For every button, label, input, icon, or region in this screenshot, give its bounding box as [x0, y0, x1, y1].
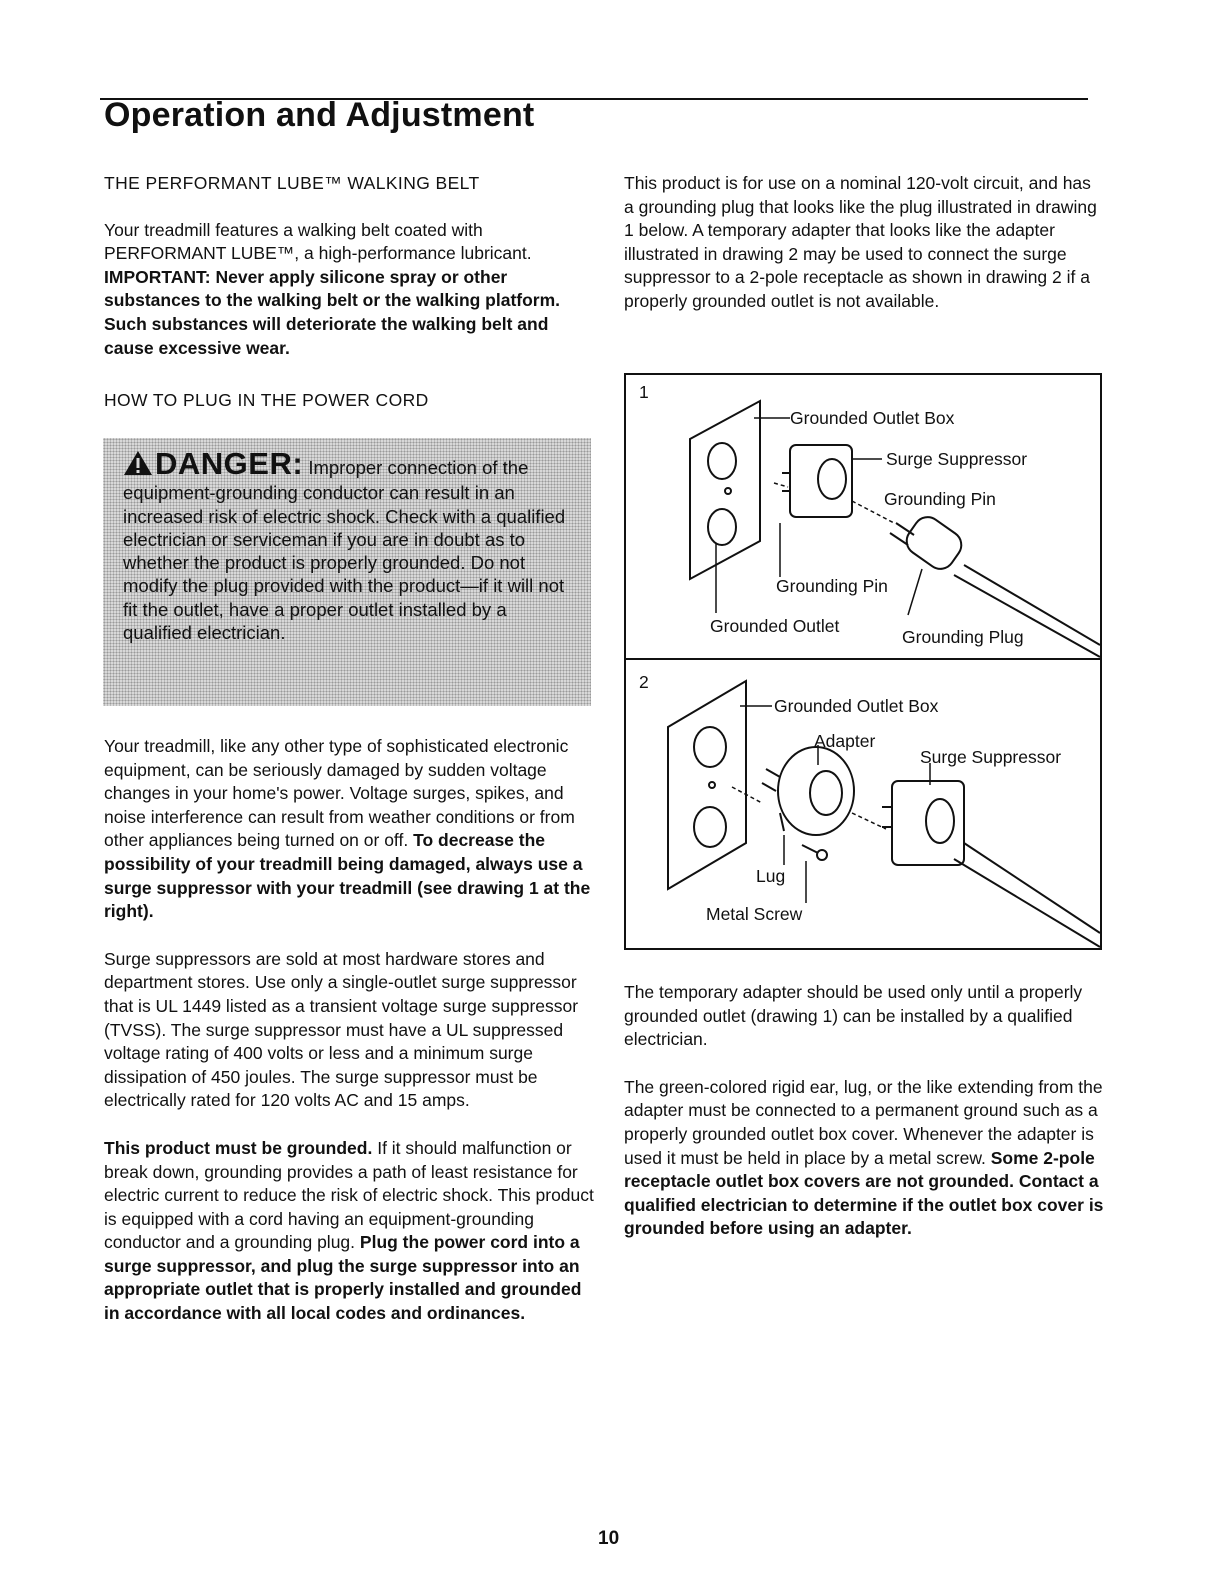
d1-grounded-outlet-box-label: Grounded Outlet Box	[790, 408, 955, 428]
d2-metal-screw-label: Metal Screw	[706, 904, 803, 924]
intro-text: This product is for use on a nominal 120-volt circuit, and has a grounding plug that looks like the plug illustrated in drawing 1 below. A temporary adapter that looks like the adapter illustrated in drawing 2 may be used to connect the surge suppressor to a 2-pole receptacle as shown in drawing 2 if a properly grounded outlet is not available.	[624, 173, 1097, 311]
belt-heading: THE PERFORMANT LUBE™ WALKING BELT	[104, 173, 480, 193]
adapter-text: The temporary adapter should be used only until a properly grounded outlet (drawing 1) can be installed by a qualified electrician.	[624, 982, 1083, 1050]
d1-grounded-outlet-label: Grounded Outlet	[710, 616, 840, 636]
danger-message	[123, 446, 573, 644]
figure-frame	[625, 374, 1101, 949]
drawing-2-number: 2	[639, 672, 649, 692]
suppressor-text: Surge suppressors are sold at most hardware stores and department stores. Use only a single-outlet surge suppressor that is UL 1449 listed as a transient voltage surge suppressor (TVSS). The surge suppressor must have a UL suppressed voltage rating of 400 volts or less and a minimum surge dissipation of 450 joules. The surge suppressor must be electrically rated for 120 volts AC and 15 amps.	[104, 948, 579, 1111]
d2-lug-label: Lug	[756, 866, 786, 886]
ground-bold: This product must be grounded.	[104, 1137, 373, 1158]
drawing-2-outlet-plate	[668, 681, 746, 889]
drawing-1-outlet-plate	[690, 401, 760, 579]
warning-triangle-icon	[123, 450, 153, 481]
ground-text: If it should malfunction or break down, grounding provides a path of least resistance for electric current to reduce the risk of electric shock. This product is equipped with a cord having an equipment-grounding conductor and a grounding plug.	[104, 1137, 594, 1253]
d1-grounding-pin-top-label: Grounding Pin	[884, 489, 996, 509]
surge-text: Your treadmill, like any other type of sophisticated electronic equipment, can be seriously damaged by sudden voltage changes in your home's power. Voltage surges, spikes, and noise interference can result from weather conditions or from other appliances being turned on or off.	[104, 736, 575, 851]
belt-important: IMPORTANT: Never apply silicone spray or other substances to the walking belt or the walking platform. Such substances will deteriorate the walking belt and cause excessive wear.	[104, 266, 561, 358]
ear-text: The green-colored rigid ear, lug, or the like extending from the adapter must be connected to a permanent ground such as a properly grounded outlet box cover. Whenever the adapter is used it must be held in place by a metal screw.	[624, 1076, 1103, 1168]
danger-word: DANGER:	[155, 446, 304, 481]
d1-grounding-plug-label: Grounding Plug	[902, 627, 1024, 647]
page-title: Operation and Adjustment	[104, 96, 535, 134]
surge-bold: To decrease the possibility of your treadmill being damaged, always use a surge suppressor with your treadmill (see drawing 1 at the right).	[104, 830, 591, 922]
drawing-2-adapter	[762, 747, 854, 835]
ground-bold-2: Plug the power cord into a surge suppressor, and plug the surge suppressor into an appropriate outlet that is properly installed and grounded in accordance with all local codes and ordinances.	[104, 1232, 582, 1324]
d1-grounding-pin-bottom-label: Grounding Pin	[776, 576, 888, 596]
d1-surge-suppressor-label: Surge Suppressor	[886, 449, 1028, 469]
danger-box	[103, 438, 591, 706]
plug-section	[104, 389, 594, 413]
plug-heading: HOW TO PLUG IN THE POWER CORD	[104, 390, 429, 410]
adapter-section	[624, 981, 1106, 1241]
d2-surge-suppressor-label: Surge Suppressor	[920, 747, 1062, 767]
surge-section	[104, 735, 596, 1326]
d2-grounded-outlet-box-label: Grounded Outlet Box	[774, 696, 939, 716]
ear-bold: Some 2-pole receptacle outlet box covers are not grounded. Contact a qualified electrician to determine if the outlet box cover is grounded before using an adapter.	[624, 1147, 1104, 1239]
drawing-1-surge-suppressor	[782, 445, 852, 517]
page-number: 10	[598, 1528, 620, 1549]
belt-text: Your treadmill features a walking belt coated with PERFORMANT LUBE™, a high-performance lubricant.	[104, 219, 532, 264]
drawing-2-surge-suppressor	[882, 781, 1100, 947]
drawings-figure	[624, 373, 1102, 956]
danger-text: Improper connection of the equipment-grounding conductor can result in an increased risk of electric shock. Check with a qualified electrician or serviceman if you are in doubt as to whether the product is properly grounded. Do not modify the plug provided with the product—if it will not fit the outlet, have a proper outlet installed by a qualified electrician.	[123, 457, 566, 644]
drawing-1-number: 1	[639, 382, 649, 402]
drawing-2-metal-screw	[802, 845, 827, 860]
belt-section	[104, 172, 594, 360]
intro-section	[624, 172, 1100, 314]
d2-adapter-label: Adapter	[814, 731, 876, 751]
